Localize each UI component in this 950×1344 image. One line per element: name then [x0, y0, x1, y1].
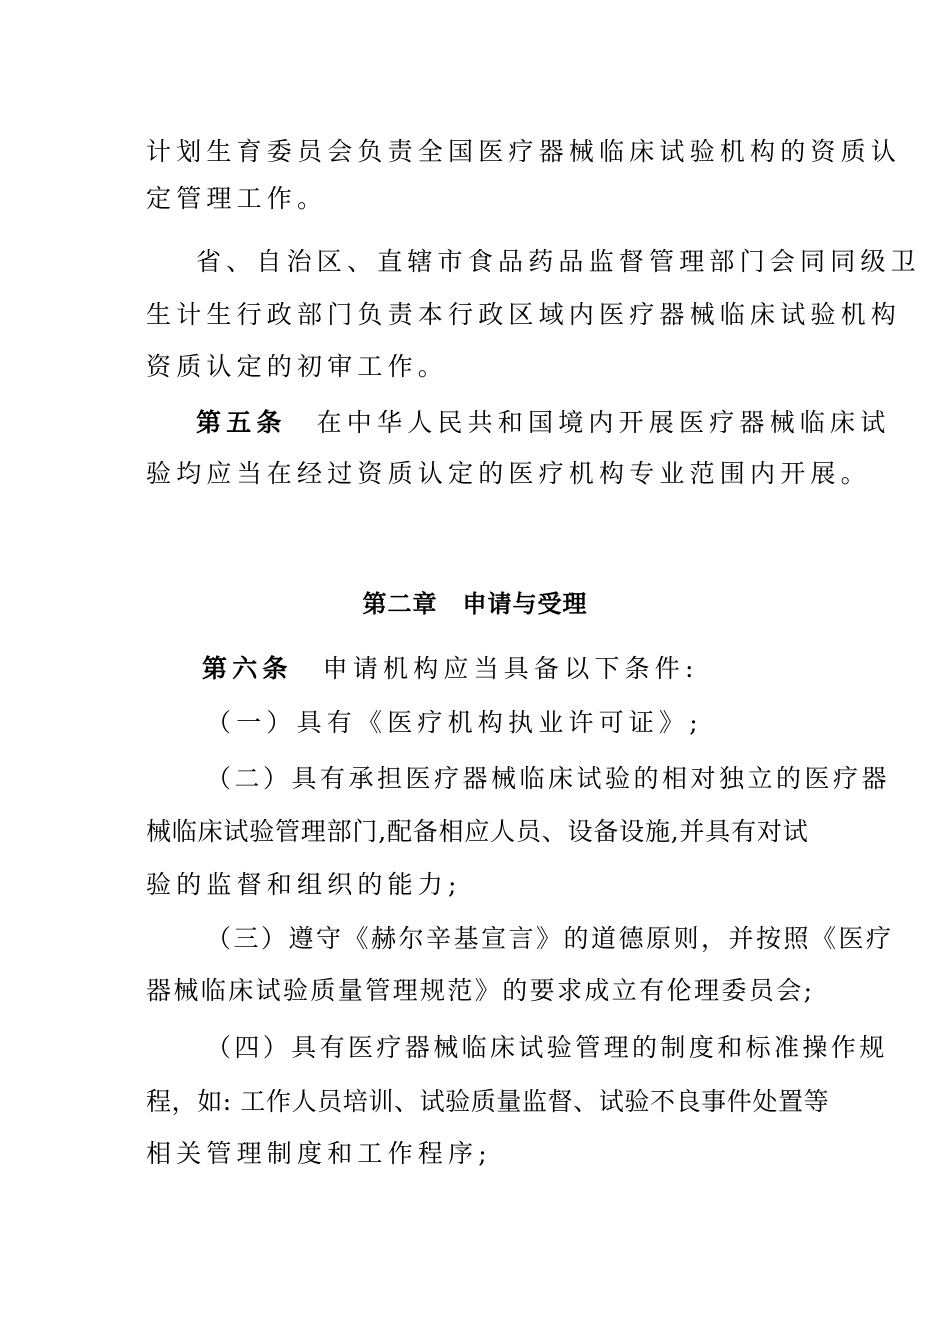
- article-6-label: 第六条: [202, 654, 293, 683]
- paragraph-line: 定管理工作。: [146, 184, 328, 213]
- list-item-continuation: 械临床试验管理部门,配备相应人员、设备设施,并具有对试: [146, 817, 809, 846]
- article-6-intro: 申请机构应当具备以下条件:: [322, 654, 699, 683]
- chapter-heading: 第二章 申请与受理: [362, 590, 588, 618]
- list-item-continuation: 相关管理制度和工作程序;: [146, 1139, 492, 1168]
- list-item: （三）遵守《赫尔辛基宣言》的道德原则，并按照《医疗: [206, 924, 894, 953]
- paragraph-line: 生计生行政部门负责本行政区域内医疗器械临床试验机构: [146, 300, 902, 329]
- list-item: （二）具有承担医疗器械临床试验的相对独立的医疗器: [206, 764, 891, 793]
- article-5-first-line: [196, 410, 890, 435]
- paragraph-line: 省、自治区、直辖市食品药品监督管理部门会同同级卫: [196, 247, 921, 276]
- list-item: （一）具有《医疗机构执业许可证》;: [206, 708, 703, 737]
- article-5-label: 第五条: [196, 408, 287, 437]
- article-5-text: 在中华人民共和国境内开展医疗器械临床试: [316, 408, 891, 437]
- list-item: （四）具有医疗器械临床试验管理的制度和标准操作规: [206, 1033, 888, 1062]
- article-6-first-line: [202, 656, 699, 681]
- list-item-continuation: 验的监督和组织的能力;: [146, 870, 462, 899]
- list-item-continuation: 器械临床试验质量管理规范》的要求成立有伦理委员会;: [146, 976, 815, 1005]
- list-item-continuation: 程，如: 工作人员培训、试验质量监督、试验不良事件处置等: [146, 1087, 830, 1116]
- paragraph-line: 资质认定的初审工作。: [146, 352, 449, 381]
- paragraph-line: 计划生育委员会负责全国医疗器械临床试验机构的资质认: [146, 137, 902, 166]
- paragraph-line: 验均应当在经过资质认定的医疗机构专业范围内开展。: [146, 459, 871, 488]
